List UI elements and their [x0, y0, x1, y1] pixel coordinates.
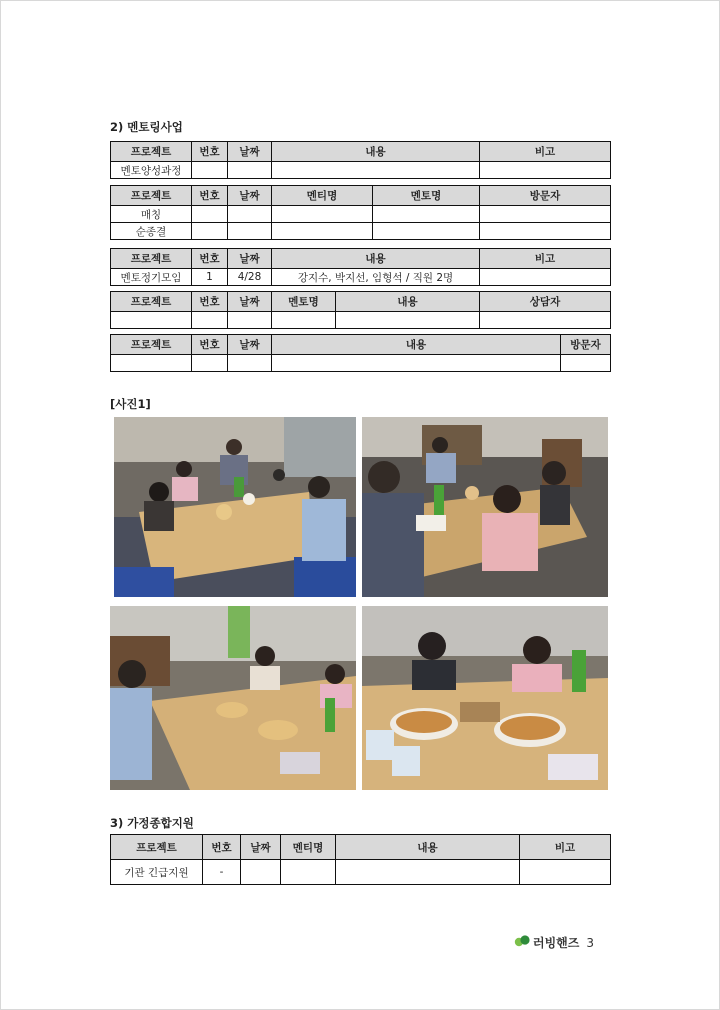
header-cell: 날짜	[228, 186, 272, 206]
table-header-row	[111, 186, 611, 206]
table-cell	[480, 312, 611, 329]
table-cell	[241, 860, 281, 885]
header-cell: 멘토명	[272, 292, 336, 312]
table-row	[111, 269, 611, 286]
footer	[514, 933, 594, 952]
table-cell: 멘토정기모임	[111, 269, 192, 286]
table-cell	[228, 223, 272, 240]
table-cell: -	[203, 860, 241, 885]
table-cell	[281, 860, 336, 885]
table-row	[111, 860, 611, 885]
table-cell	[228, 312, 272, 329]
table-header-row	[111, 835, 611, 860]
footer-brand: 러빙핸즈	[533, 936, 580, 950]
header-cell: 내용	[336, 292, 480, 312]
header-cell: 날짜	[228, 142, 272, 162]
header-cell: 번호	[203, 835, 241, 860]
header-cell: 번호	[192, 142, 228, 162]
table-cell: 매칭	[111, 206, 192, 223]
header-cell: 방문자	[480, 186, 611, 206]
table-cell	[520, 860, 611, 885]
meeting-photo-3	[110, 606, 356, 790]
table-cell	[373, 223, 480, 240]
table-row	[111, 223, 611, 240]
table-header-row	[111, 249, 611, 269]
header-cell: 프로젝트	[111, 835, 203, 860]
table-cell	[373, 206, 480, 223]
header-cell: 프로젝트	[111, 335, 192, 355]
header-cell: 날짜	[228, 249, 272, 269]
table-row	[111, 355, 611, 372]
table-cell	[192, 206, 228, 223]
table-cell	[480, 162, 611, 179]
header-cell: 내용	[272, 249, 480, 269]
header-cell: 멘토명	[373, 186, 480, 206]
mentor-meeting-table	[110, 248, 611, 286]
table-header-row	[111, 292, 611, 312]
meeting-photo-2	[362, 417, 608, 597]
table-cell	[480, 269, 611, 286]
table-cell: 순종결	[111, 223, 192, 240]
table-cell	[272, 206, 373, 223]
header-cell: 내용	[336, 835, 520, 860]
table-cell	[272, 223, 373, 240]
table-cell	[228, 162, 272, 179]
header-cell: 내용	[272, 142, 480, 162]
header-cell: 날짜	[228, 292, 272, 312]
table-cell	[192, 312, 228, 329]
header-cell: 날짜	[241, 835, 281, 860]
table-cell	[336, 312, 480, 329]
header-cell: 프로젝트	[111, 186, 192, 206]
header-cell: 비고	[480, 249, 611, 269]
header-cell: 번호	[192, 186, 228, 206]
meeting-photo-1	[114, 417, 356, 597]
header-cell: 비고	[520, 835, 611, 860]
header-cell: 프로젝트	[111, 142, 192, 162]
header-cell: 번호	[192, 292, 228, 312]
table-cell	[228, 355, 272, 372]
table-cell	[480, 206, 611, 223]
header-cell: 상담자	[480, 292, 611, 312]
table-header-row	[111, 335, 611, 355]
header-cell: 프로젝트	[111, 249, 192, 269]
table-row	[111, 162, 611, 179]
table-cell	[228, 206, 272, 223]
table-cell	[111, 355, 192, 372]
table-cell: 1	[192, 269, 228, 286]
header-cell: 멘티명	[272, 186, 373, 206]
visit-table	[110, 334, 611, 372]
table-cell	[480, 223, 611, 240]
table-row	[111, 312, 611, 329]
family-support-table	[110, 834, 611, 885]
table-header-row	[111, 142, 611, 162]
table-cell	[192, 355, 228, 372]
header-cell: 날짜	[228, 335, 272, 355]
loving-hands-logo-icon	[514, 933, 530, 952]
table-cell: 4/28	[228, 269, 272, 286]
header-cell: 멘티명	[281, 835, 336, 860]
counseling-table	[110, 291, 611, 329]
header-cell: 방문자	[561, 335, 611, 355]
header-cell: 프로젝트	[111, 292, 192, 312]
mentor-training-table	[110, 141, 611, 179]
table-cell: 멘토양성과정	[111, 162, 192, 179]
table-row	[111, 206, 611, 223]
header-cell: 번호	[192, 249, 228, 269]
section-mentoring-title: 2) 멘토링사업	[110, 120, 183, 134]
table-cell	[111, 312, 192, 329]
matching-table	[110, 185, 611, 240]
header-cell: 내용	[272, 335, 561, 355]
meeting-photo-4	[362, 606, 608, 790]
table-cell: 강지수, 박지선, 임형석 / 직원 2명	[272, 269, 480, 286]
table-cell	[272, 312, 336, 329]
header-cell: 번호	[192, 335, 228, 355]
table-cell: 기관 긴급지원	[111, 860, 203, 885]
page-number: 3	[586, 935, 595, 950]
table-cell	[192, 162, 228, 179]
section-family-title: 3) 가정종합지원	[110, 816, 194, 830]
table-cell	[272, 355, 561, 372]
header-cell: 비고	[480, 142, 611, 162]
table-cell	[192, 223, 228, 240]
photo-label: [사진1]	[110, 397, 151, 411]
table-cell	[272, 162, 480, 179]
table-cell	[561, 355, 611, 372]
table-cell	[336, 860, 520, 885]
